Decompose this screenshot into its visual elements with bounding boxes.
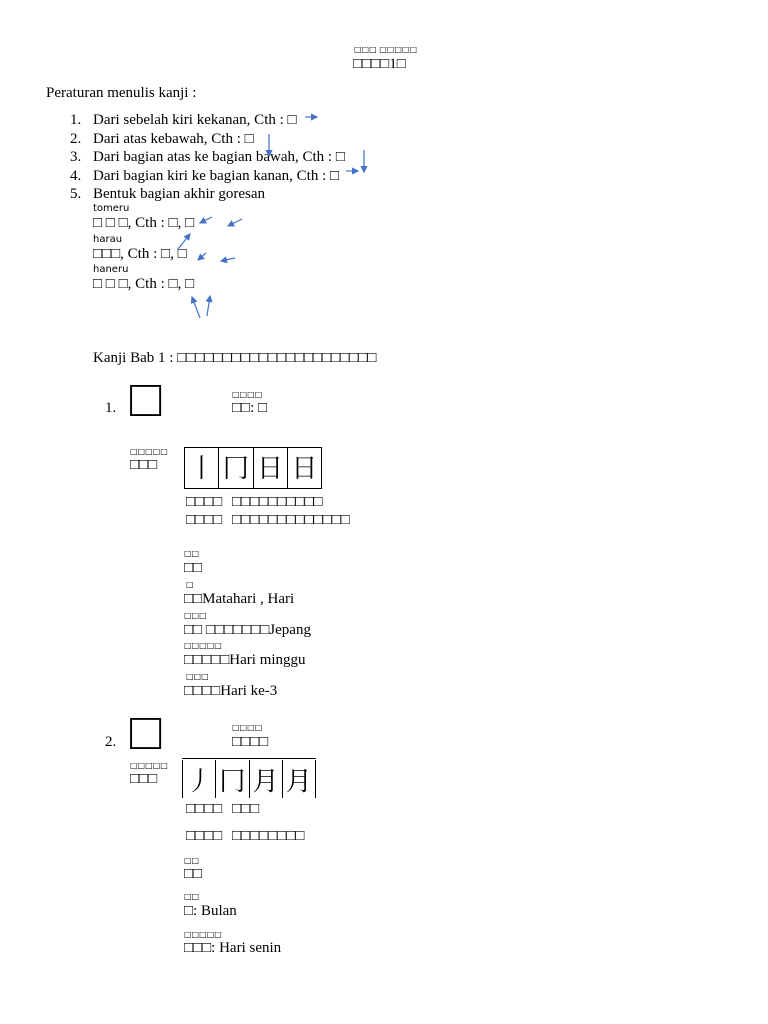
rule-text-3: Dari bagian atas ke bagian bawah, Cth : □ xyxy=(93,149,345,165)
vocab-item: □: Bulan xyxy=(184,903,237,919)
vocab-ruby: □□□ xyxy=(186,672,209,681)
vocab-item: □□□□Hari ke-3 xyxy=(184,683,278,699)
arrow-up-icon xyxy=(207,296,210,316)
kanji-1-kun-value: □□□□□□□□□□□□□ xyxy=(232,512,350,528)
kanji-1-stroke-label: □□□ xyxy=(130,457,158,473)
kanji-2-kun-value: □□□□□□□□ xyxy=(232,828,305,844)
kanji-1-meaning-ruby: □□□□ xyxy=(232,390,263,399)
vocab-item: □□ xyxy=(184,866,203,882)
kanji-2-meaning: □□□□ xyxy=(232,734,269,750)
arrow-left-icon xyxy=(200,217,212,223)
vocab-ruby: □□ xyxy=(184,892,200,901)
kanji-2-on-label: □□□□ xyxy=(186,801,223,817)
ending-harau: □□□, Cth : □, □ xyxy=(93,246,187,262)
rule-num-1: 1. xyxy=(70,112,82,128)
stroke-step: 月 xyxy=(282,760,315,798)
ending-ruby-tomeru: tomeru xyxy=(93,203,130,214)
rule-text-5: Bentuk bagian akhir goresan xyxy=(93,186,266,202)
kanji-2-number: 2. xyxy=(105,734,117,750)
vocab-ruby: □□ xyxy=(184,549,200,558)
rules-heading: Peraturan menulis kanji : xyxy=(46,85,197,101)
stroke-step: 丨 xyxy=(188,453,215,483)
ending-haneru: □ □ □, Cth : □, □ xyxy=(93,276,195,292)
arrow-left-icon xyxy=(228,219,242,226)
vocab-ruby: □□ xyxy=(184,856,200,865)
kanji-2-stroke-order xyxy=(182,760,316,798)
stroke-step: 冂 xyxy=(215,760,248,798)
kanji-2-glyph: □ xyxy=(130,704,162,761)
rule-num-2: 2. xyxy=(70,131,82,147)
ending-ruby-haneru: haneru xyxy=(93,264,129,275)
arrow-up-icon xyxy=(178,234,190,249)
kanji-1-kun-label: □□□□ xyxy=(186,512,223,528)
vocab-item: □□ xyxy=(184,560,203,576)
vocab-ruby: □□□ xyxy=(184,611,207,620)
kanji-1-number: 1. xyxy=(105,400,117,416)
kanji-2-meaning-ruby: □□□□ xyxy=(232,723,263,732)
vocab-item: □□Matahari , Hari xyxy=(184,591,295,607)
stroke-step: 日 xyxy=(287,448,321,488)
vocab-item: □□ □□□□□□□Jepang xyxy=(184,622,311,638)
kanji-2-on-value: □□□ xyxy=(232,801,260,817)
rule-text-4: Dari bagian kiri ke bagian kanan, Cth : □ xyxy=(93,168,340,184)
rule-num-5: 5. xyxy=(70,186,82,202)
kanji-2-stroke-label: □□□ xyxy=(130,771,158,787)
rule-num-4: 4. xyxy=(70,168,82,184)
stroke-step: 丿 xyxy=(186,766,213,796)
kanji-1-on-value: □□□□□□□□□□ xyxy=(232,494,323,510)
kanji-1-glyph: □ xyxy=(130,371,162,428)
page-title: □□□□1□ xyxy=(353,56,406,72)
kanji-2-stroke-ruby: □□□□□ xyxy=(130,761,168,770)
rule-text-2: Dari atas kebawah, Cth : □ xyxy=(93,131,254,147)
rule-num-3: 3. xyxy=(70,149,82,165)
vocab-item: □□□: Hari senin xyxy=(184,940,282,956)
arrow-up-icon xyxy=(192,297,200,318)
arrow-left-icon xyxy=(221,258,235,261)
vocab-ruby: □□□□□ xyxy=(184,641,222,650)
header-ruby: □□□ □□□□□ xyxy=(354,45,418,54)
vocab-ruby: □□□□□ xyxy=(184,930,222,939)
divider xyxy=(182,758,316,759)
rule-text-1: Dari sebelah kiri kekanan, Cth : □ xyxy=(93,112,297,128)
kanji-bab-label: Kanji Bab 1 : □□□□□□□□□□□□□□□□□□□□□□ xyxy=(93,350,377,366)
kanji-1-stroke-ruby: □□□□□ xyxy=(130,447,168,456)
stroke-step: 冂 xyxy=(218,448,252,488)
kanji-1-stroke-order xyxy=(184,447,322,489)
kanji-2-kun-label: □□□□ xyxy=(186,828,223,844)
stroke-step: 月 xyxy=(249,760,282,798)
arrow-left-icon xyxy=(198,253,206,260)
ending-ruby-harau: harau xyxy=(93,234,123,245)
ending-tomeru: □ □ □, Cth : □, □ xyxy=(93,215,195,231)
vocab-ruby: □ xyxy=(186,580,194,589)
kanji-1-meaning: □□: □ xyxy=(232,400,268,416)
stroke-step: 日 xyxy=(253,448,287,488)
kanji-1-on-label: □□□□ xyxy=(186,494,223,510)
vocab-item: □□□□□Hari minggu xyxy=(184,652,306,668)
